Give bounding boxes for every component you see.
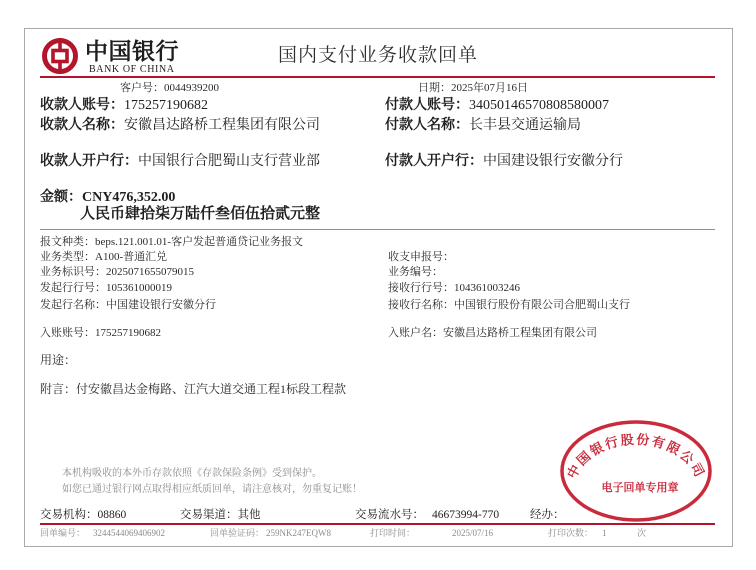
receiver-bank-no-value: 104361003246 — [454, 282, 520, 294]
transaction-channel — [180, 510, 261, 522]
payer-bank-row — [385, 155, 623, 169]
seal-org-text — [564, 432, 708, 482]
receipt-no-label: 回单编号： — [40, 528, 86, 538]
remark-label: 附言： — [40, 382, 77, 396]
customer-no-row — [120, 83, 219, 94]
receipt-title: 国内支付业务收款回单 — [278, 45, 479, 66]
print-count-value: 1 — [602, 528, 607, 538]
payer-bank-label: 付款人开户行： — [385, 154, 483, 169]
payee-name-row — [40, 119, 320, 133]
amount-figure: CNY476,352.00 — [82, 190, 176, 205]
deposit-insurance-notice: 本机构吸收的本外币存款依照《存款保险条例》受到保护。 — [62, 468, 322, 479]
declaration-no-label: 收支申报号： — [388, 251, 454, 263]
receiver-bank-name-value: 中国银行股份有限公司合肥蜀山支行 — [454, 299, 630, 311]
receiver-bank-no-row — [388, 283, 520, 294]
sender-bank-name-row — [40, 300, 216, 311]
print-time-value: 2025/07/16 — [452, 528, 494, 538]
amount-label: 金额： — [40, 190, 82, 205]
print-time-label: 打印时间： — [370, 528, 416, 538]
transaction-channel-value: 其他 — [237, 509, 261, 521]
business-no-label: 业务编号： — [388, 266, 443, 278]
duplicate-receipt-notice: 如您已通过银行网点取得相应纸质回单，请注意核对，勿重复记账！ — [62, 484, 362, 495]
seal-purpose-text: 电子回单专用章 — [601, 481, 679, 494]
transaction-handler-label: 经办： — [530, 509, 565, 521]
payer-name-value: 长丰县交通运输局 — [469, 118, 581, 133]
remark-value: 付安徽昌达金梅路、江汽大道交通工程1标段工程款 — [76, 382, 347, 396]
business-id-row — [40, 267, 194, 278]
payer-account-row — [385, 99, 609, 113]
customer-no-value: 0044939200 — [164, 82, 219, 94]
sender-bank-no-label: 发起行行号： — [40, 282, 106, 294]
transaction-serial-label: 交易流水号： — [355, 509, 424, 521]
verify-code-label: 回单验证码： — [210, 528, 265, 538]
credit-account-label: 入账账号： — [40, 327, 95, 339]
payee-bank-value: 中国银行合肥蜀山支行营业部 — [138, 154, 320, 169]
message-type-label: 报文种类： — [40, 236, 95, 248]
credit-account-value: 175257190682 — [95, 327, 161, 339]
transaction-branch-label: 交易机构： — [40, 509, 98, 521]
payer-bank-value: 中国建设银行安徽分行 — [483, 154, 623, 169]
payee-name-label: 收款人名称： — [40, 118, 124, 133]
business-type-label: 业务类型： — [40, 251, 95, 263]
seal-org-textpath: 中国银行股份有限公司 — [564, 432, 708, 482]
date-value: 2025年07月16日 — [451, 82, 528, 94]
payee-bank-row — [40, 155, 320, 169]
credit-account-name-row — [388, 328, 597, 339]
sender-bank-name-value: 中国建设银行安徽分行 — [106, 299, 216, 311]
payee-bank-label: 收款人开户行： — [40, 154, 138, 169]
header-divider — [40, 76, 715, 78]
business-no-row — [388, 267, 443, 278]
customer-no-label: 客户号： — [120, 82, 164, 94]
payer-account-label: 付款人账号： — [385, 98, 469, 113]
transaction-channel-label: 交易渠道： — [180, 509, 238, 521]
receipt-no-value: 3244544069406902 — [93, 528, 165, 538]
payee-name-value: 安徽昌达路桥工程集团有限公司 — [124, 118, 320, 133]
amount-row — [40, 191, 175, 205]
electronic-receipt-seal — [558, 419, 714, 523]
payee-account-row — [40, 99, 208, 113]
transaction-serial-value: 46673994-770 — [432, 509, 500, 521]
transaction-branch — [40, 510, 126, 522]
receiver-bank-name-label: 接收行名称： — [388, 299, 454, 311]
receiver-bank-name-row — [388, 300, 630, 311]
purpose-label: 用途： — [40, 353, 77, 367]
payer-name-row — [385, 119, 581, 133]
credit-account-name-label: 入账户名： — [388, 327, 443, 339]
payer-name-label: 付款人名称： — [385, 118, 469, 133]
footer-divider — [40, 523, 715, 525]
message-type-value: beps.121.001.01-客户发起普通贷记业务报文 — [95, 236, 304, 248]
payer-account-value: 34050146570808580007 — [469, 98, 609, 113]
sender-bank-name-label: 发起行名称： — [40, 299, 106, 311]
declaration-no-row — [388, 252, 454, 263]
business-type-value: A100-普通汇兑 — [95, 251, 168, 263]
sender-bank-no-row — [40, 283, 172, 294]
business-type-row — [40, 252, 167, 263]
credit-account-row — [40, 328, 161, 339]
bank-of-china-logo-icon — [40, 36, 80, 76]
verify-code-value: 259NK247EQW8 — [266, 528, 331, 538]
remark-row — [40, 383, 346, 395]
details-divider — [40, 229, 715, 230]
payee-account-value: 175257190682 — [124, 98, 208, 113]
print-count-unit: 次 — [637, 528, 647, 538]
payee-account-label: 收款人账号： — [40, 98, 124, 113]
bank-name-cn: 中国银行 — [85, 39, 179, 64]
business-id-label: 业务标识号： — [40, 266, 106, 278]
business-id-value: 2025071655079015 — [106, 266, 194, 278]
date-row — [418, 83, 528, 94]
date-label: 日期： — [418, 82, 451, 94]
receiver-bank-no-label: 接收行行号： — [388, 282, 454, 294]
amount-in-words: 人民币肆拾柒万陆仟叁佰伍拾贰元整 — [80, 206, 321, 222]
credit-account-name-value: 安徽昌达路桥工程集团有限公司 — [443, 327, 597, 339]
purpose-row — [40, 354, 76, 366]
bank-name-en: BANK OF CHINA — [89, 64, 175, 75]
message-type-row — [40, 237, 303, 248]
transaction-branch-value: 08860 — [97, 509, 127, 521]
seal-ring — [562, 422, 710, 520]
sender-bank-no-value: 105361000019 — [106, 282, 172, 294]
print-count-label: 打印次数： — [548, 528, 594, 538]
